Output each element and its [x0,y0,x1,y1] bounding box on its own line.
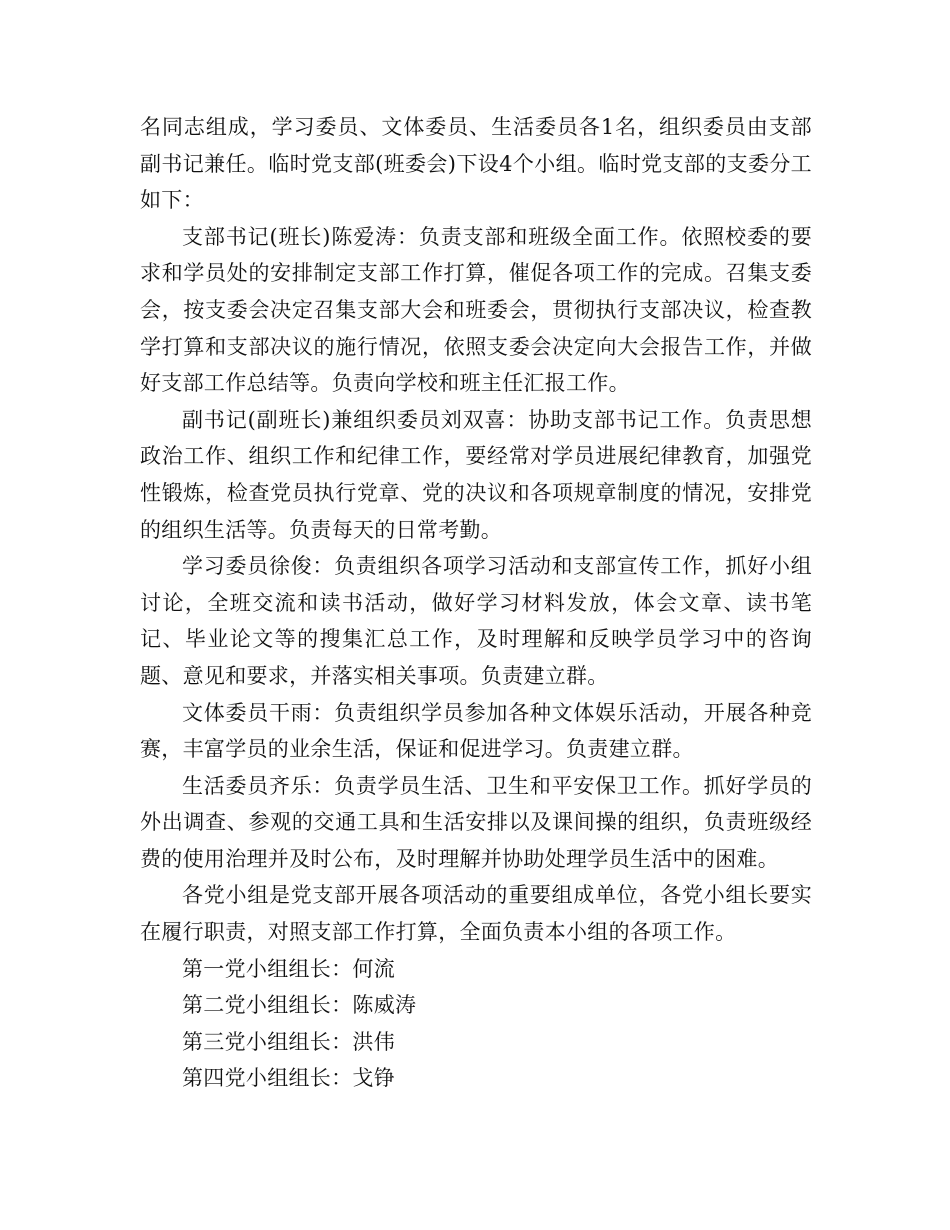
group-leader-4: 第四党小组组长：戈铮 [182,1066,395,1091]
group-leader-2: 第二党小组组长：陈威涛 [182,993,417,1018]
paragraph-deputy-secretary: 副书记(副班长)兼组织委员刘双喜：协助支部书记工作。负责思想政治工作、组织工作和纪律工作，要经常对学员进展纪律教育，加强党性锻炼，检查党员执行党章、党的决议和各项规章制度的情况，安排党的组织生活等。负责每天的日常考勤。 [140,407,812,542]
paragraph-life-committee: 生活委员齐乐：负责学员生活、卫生和平安保卫工作。抓好学员的外出调查、参观的交通工具和生活安排以及课间操的组织，负责班级经费的使用治理并及时公布，及时理解并协助处理学员生活中的困难。 [140,773,812,871]
paragraph-committee-composition: 名同志组成，学习委员、文体委员、生活委员各1名，组织委员由支部副书记兼任。临时党支部(班委会)下设4个小组。临时党支部的支委分工如下： [140,115,812,213]
group-leader-1: 第一党小组组长：何流 [182,956,395,981]
group-leader-3: 第三党小组组长：洪伟 [182,1029,395,1054]
paragraph-culture-sports-committee: 文体委员干雨：负责组织学员参加各种文体娱乐活动，开展各种竞赛，丰富学员的业余生活，保证和促进学习。负责建立群。 [140,700,812,762]
paragraph-study-committee: 学习委员徐俊：负责组织各项学习活动和支部宣传工作，抓好小组讨论，全班交流和读书活动，做好学习材料发放，体会文章、读书笔记、毕业论文等的搜集汇总工作，及时理解和反映学员学习中的咨询题、意见和要求，并落实相关事项。负责建立群。 [140,554,812,688]
document-body [140,109,812,1097]
paragraph-branch-secretary: 支部书记(班长)陈爱涛：负责支部和班级全面工作。依照校委的要求和学员处的安排制定支部工作打算，催促各项工作的完成。召集支委会，按支委会决定召集支部大会和班委会，贯彻执行支部决议，检查教学打算和支部决议的施行情况，依照支委会决定向大会报告工作，并做好支部工作总结等。负责向学校和班主任汇报工作。 [140,224,812,396]
paragraph-party-groups: 各党小组是党支部开展各项活动的重要组成单位，各党小组长要实在履行职责，对照支部工作打算，全面负责本小组的各项工作。 [140,883,812,945]
